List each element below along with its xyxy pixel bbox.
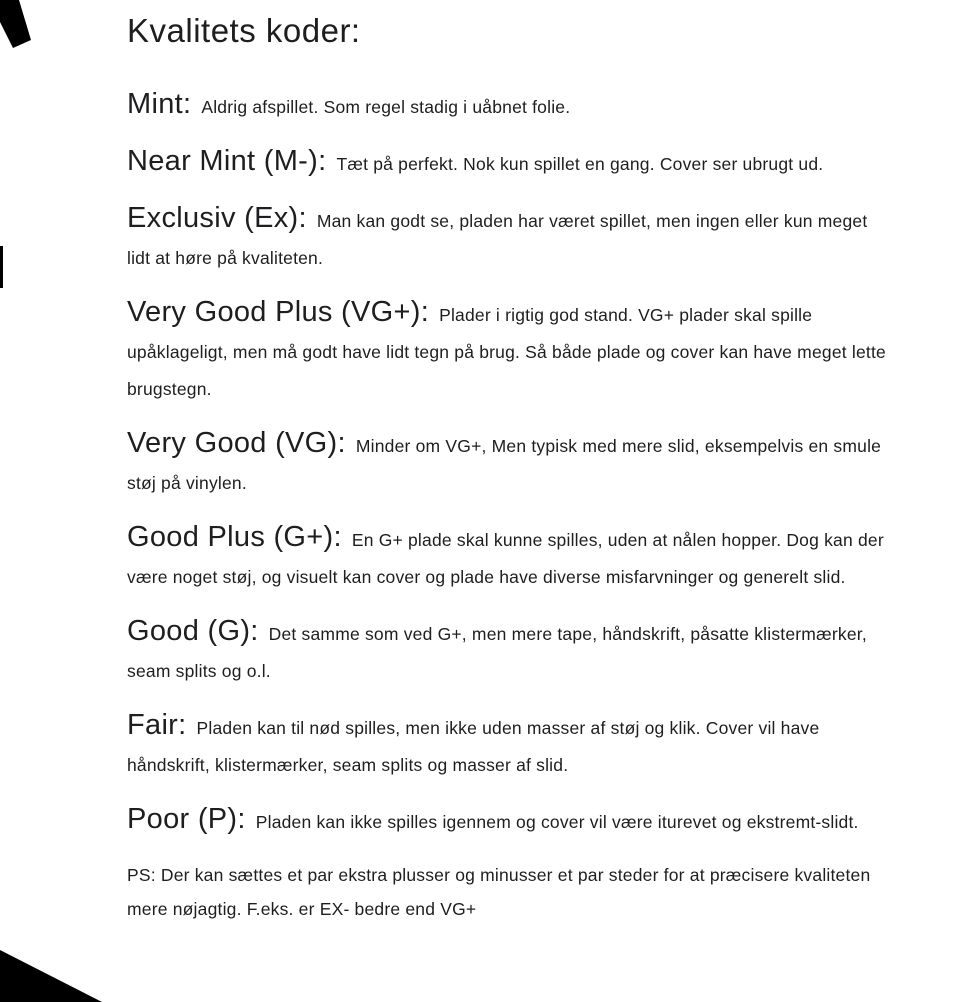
quality-term: Good Plus (G+): — [127, 521, 342, 553]
quality-entry-poor — [127, 801, 890, 841]
quality-term: Very Good (VG): — [127, 427, 346, 459]
quality-description: Pladen kan til nød spilles, men ikke uden masser af støj og klik. Cover vil have håndskrift, klistermærker, seam splits og masser af slid. — [127, 718, 820, 775]
quality-entry-very-good — [127, 425, 890, 502]
quality-description: Det samme som ved G+, men mere tape, håndskrift, påsatte klistermærker, seam splits og o.l. — [127, 624, 867, 681]
quality-entry-near-mint — [127, 143, 890, 183]
quality-entry-good — [127, 613, 890, 690]
ps-note: PS: Der kan sættes et par ekstra plusser og minusser et par steder for at præcisere kvaliteten mere nøjagtig. F.eks. er EX- bedre end VG+ — [127, 865, 871, 919]
quality-term: Mint: — [127, 88, 192, 120]
quality-description: En G+ plade skal kunne spilles, uden at nålen hopper. Dog kan der være noget støj, og visuelt kan cover og plade have diverse misfarvninger og generelt slid. — [127, 530, 884, 587]
quality-description: Aldrig afspillet. Som regel stadig i uåbnet folie. — [201, 97, 571, 117]
quality-description: Minder om VG+, Men typisk med mere slid, eksempelvis en smule støj på vinylen. — [127, 436, 882, 493]
quality-term: Poor (P): — [127, 803, 246, 835]
quality-description: Tæt på perfekt. Nok kun spillet en gang. Cover ser ubrugt ud. — [336, 154, 824, 174]
quality-description: Man kan godt se, pladen har været spillet, men ingen eller kun meget lidt at høre på kvaliteten. — [127, 211, 868, 268]
quality-description: Pladen kan ikke spilles igennem og cover vil være iturevet og ekstremt-slidt. — [255, 812, 859, 832]
quality-term: Near Mint (M-): — [127, 145, 327, 177]
quality-term: Exclusiv (Ex): — [127, 202, 307, 234]
quality-entry-very-good-plus — [127, 294, 890, 408]
quality-term: Fair: — [127, 709, 187, 741]
quality-entry-fair — [127, 707, 890, 784]
quality-term: Good (G): — [127, 615, 259, 647]
quality-entry-good-plus — [127, 519, 890, 596]
quality-term: Very Good Plus (VG+): — [127, 296, 430, 328]
quality-description: Plader i rigtig god stand. VG+ plader skal spille upåklageligt, men må godt have lidt tegn på brug. Så både plade og cover kan have meget lette brugstegn. — [127, 305, 886, 399]
document-title: Kvalitets koder: — [127, 12, 361, 49]
quality-entry-exclusiv — [127, 200, 890, 277]
quality-entry-mint — [127, 86, 890, 126]
